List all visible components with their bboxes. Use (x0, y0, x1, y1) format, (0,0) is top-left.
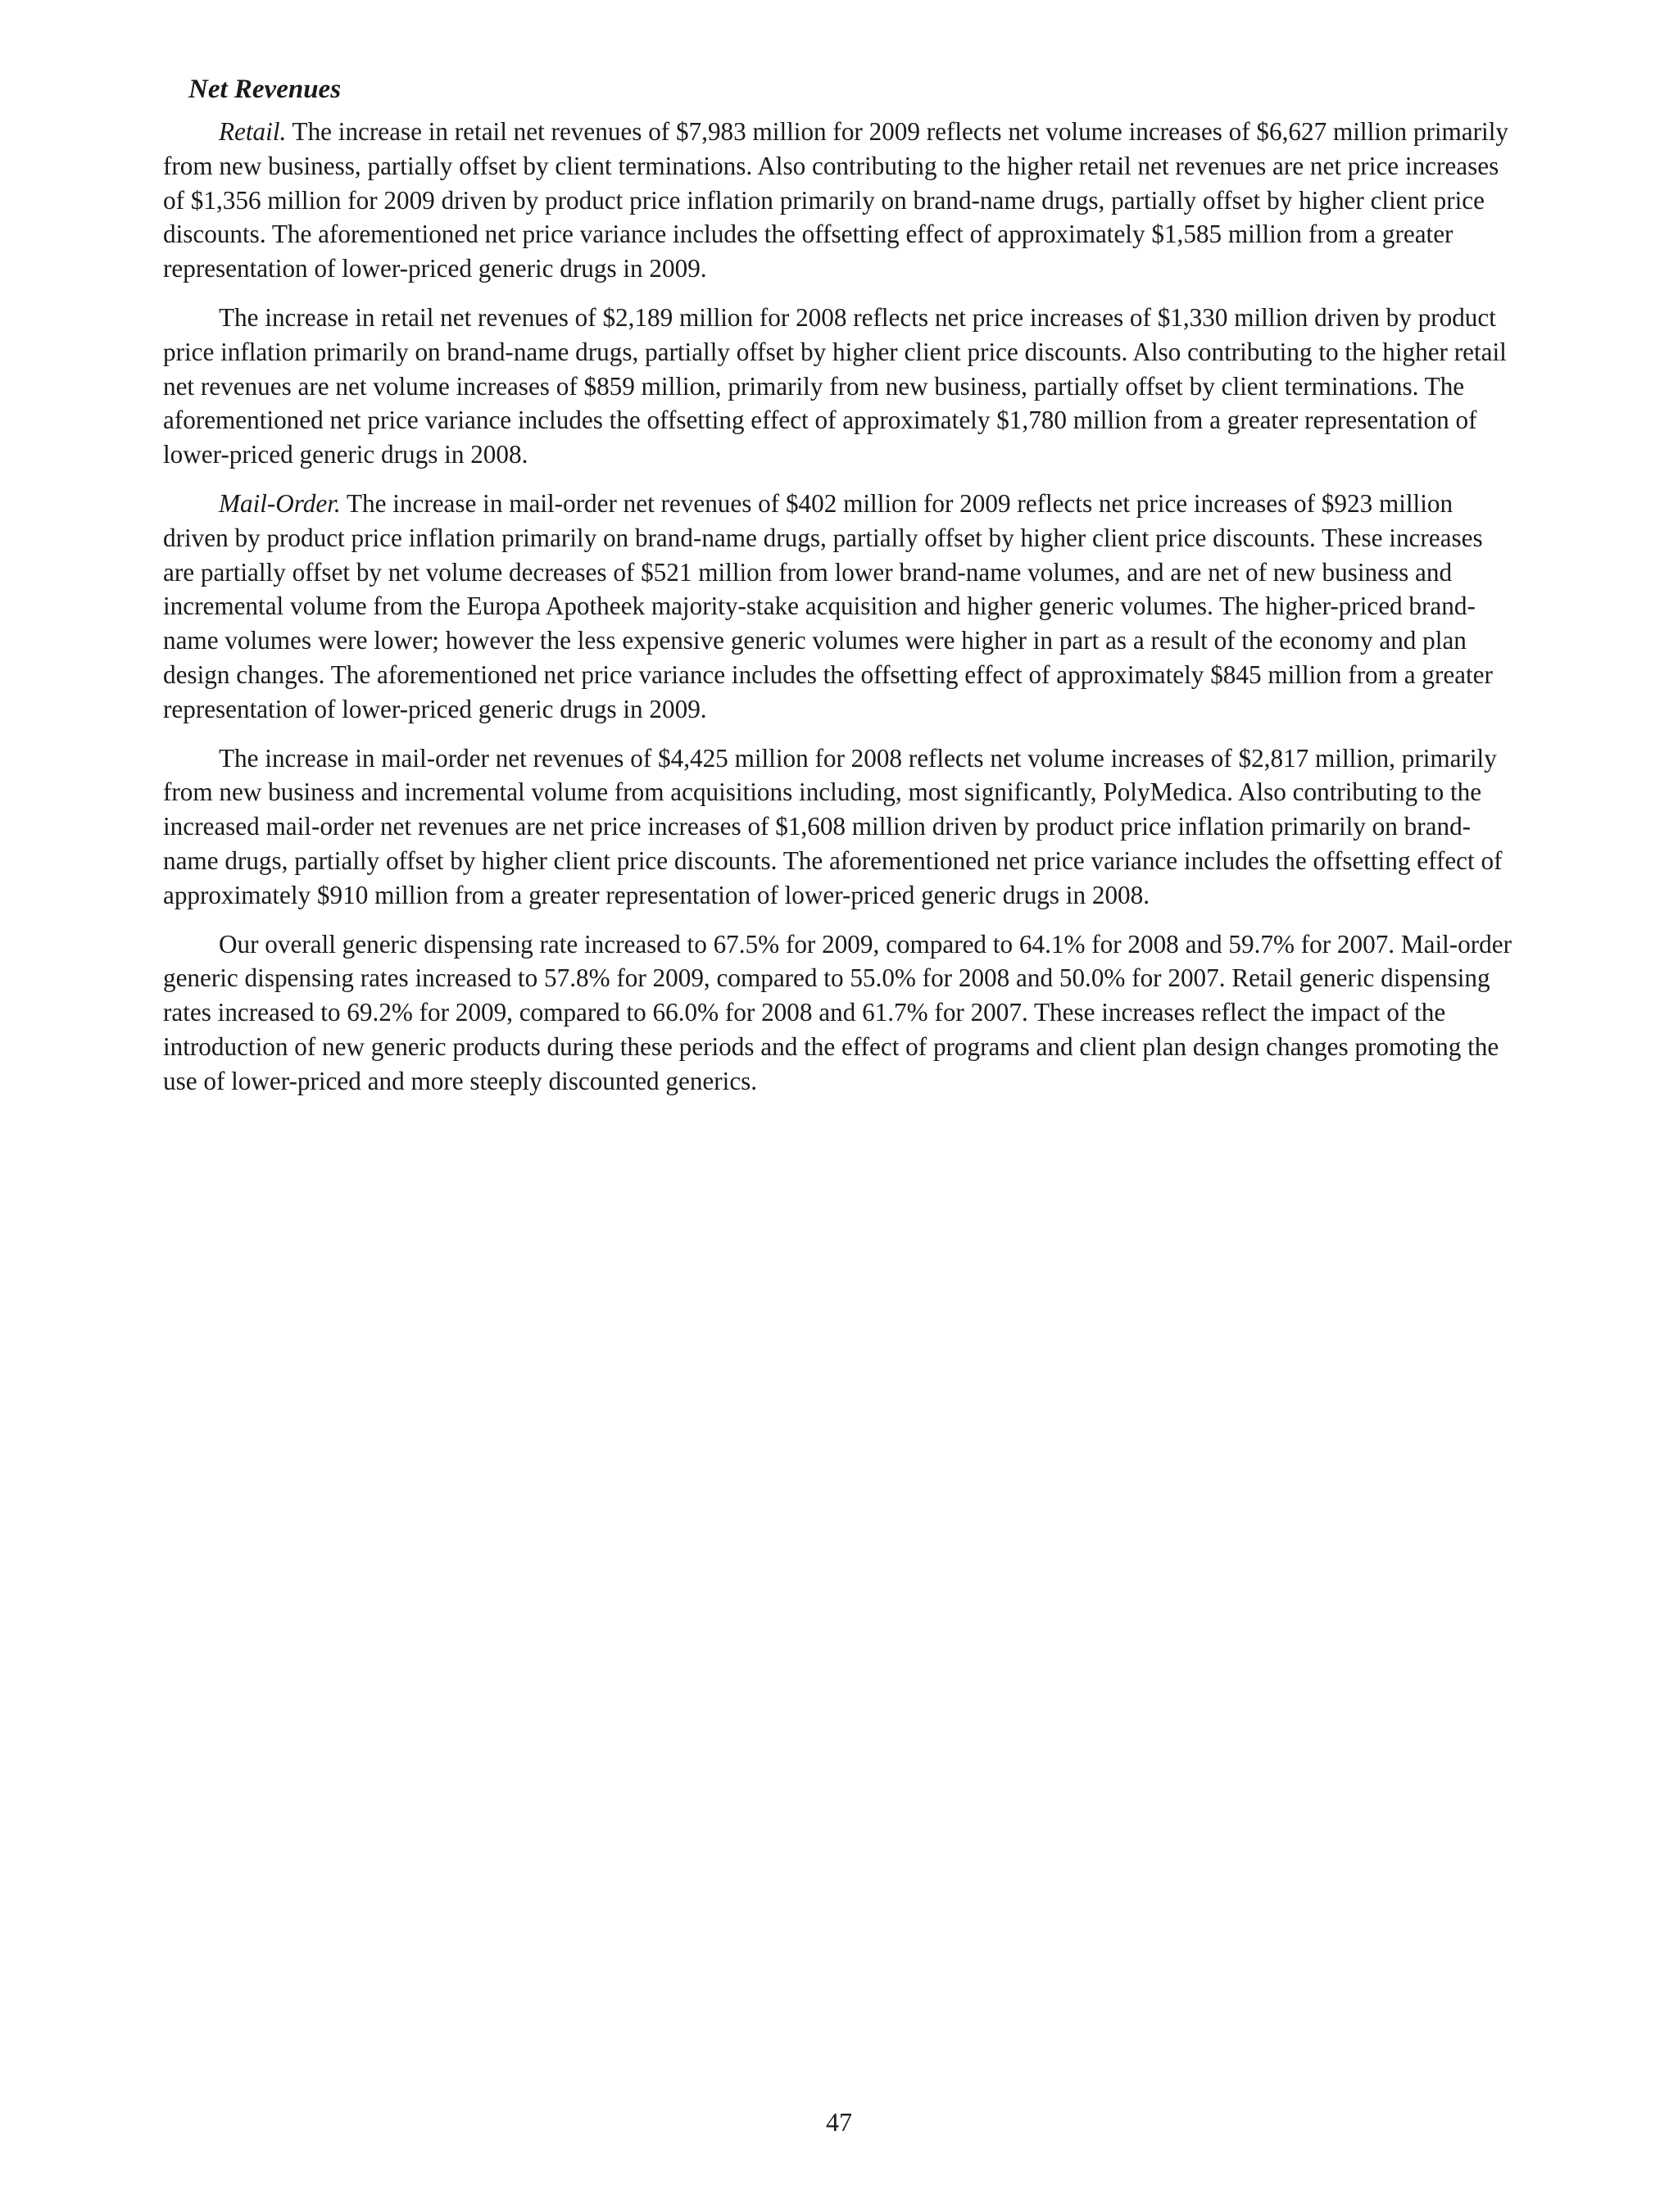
section-heading: Net Revenues (188, 75, 342, 104)
paragraph-retail-2009 (163, 115, 1519, 286)
paragraph-retail-2008 (163, 301, 1519, 472)
paragraph-mail-order-2009 (163, 487, 1519, 727)
paragraph-mail-order-2008 (163, 741, 1519, 913)
paragraph-text: The increase in retail net revenues of $2,189 million for 2008 reflects net price increases of $1,330 million driven by product price inflation primarily on brand-name drugs, partially offset by higher client price discounts. Also contributing to the higher retail net revenues are net volume increases of $859 million, primarily from new business, partially offset by client terminations. The aforementioned net price variance includes the offsetting effect of approximately $1,780 million from a greater representation of lower-priced generic drugs in 2008. (163, 302, 1507, 469)
paragraph-text: The increase in mail-order net revenues of $402 million for 2009 reflects net price increases of $923 million driven by product price inflation primarily on brand-name drugs, partially offset by higher client price discounts. These increases are partially offset by net volume decreases of $521 million from lower brand-name volumes, and are net of new business and incremental volume from the Europa Apotheek majority-stake acquisition and higher generic volumes. The higher-priced brand-name volumes were lower; however the less expensive generic volumes were higher in part as a result of the economy and plan design changes. The aforementioned net price variance includes the offsetting effect of approximately $845 million from a greater representation of lower-priced generic drugs in 2009. (163, 488, 1493, 723)
paragraph-lead: Retail. (219, 117, 287, 146)
document-body (163, 72, 1519, 1113)
paragraph-lead: Mail-Order. (219, 488, 341, 518)
page-number: 47 (826, 2107, 852, 2137)
paragraph-generic-dispensing-rates (163, 927, 1519, 1099)
paragraph-text: Our overall generic dispensing rate increased to 67.5% for 2009, compared to 64.1% for 2008 and 59.7% for 2007. Mail-order generic dispensing rates increased to 57.8% for 2009, compared to 55.0% for 2008 and 50.0% for 2007. Retail generic dispensing rates increased to 69.2% for 2009, compared to 66.0% for 2008 and 61.7% for 2007. These increases reflect the impact of the introduction of new generic products during these periods and the effect of programs and client plan design changes promoting the use of lower-priced and more steeply discounted generics. (163, 929, 1512, 1095)
paragraph-text: The increase in retail net revenues of $7,983 million for 2009 reflects net volume increases of $6,627 million primarily from new business, partially offset by client terminations. Also contributing to the higher retail net revenues are net price increases of $1,356 million for 2009 driven by product price inflation primarily on brand-name drugs, partially offset by higher client price discounts. The aforementioned net price variance includes the offsetting effect of approximately $1,585 million from a greater representation of lower-priced generic drugs in 2009. (163, 117, 1508, 283)
paragraph-text: The increase in mail-order net revenues of $4,425 million for 2008 reflects net volume increases of $2,817 million, primarily from new business and incremental volume from acquisitions including, most significantly, PolyMedica. Also contributing to the increased mail-order net revenues are net price increases of $1,608 million driven by product price inflation primarily on brand-name drugs, partially offset by higher client price discounts. The aforementioned net price variance includes the offsetting effect of approximately $910 million from a greater representation of lower-priced generic drugs in 2008. (163, 743, 1503, 909)
